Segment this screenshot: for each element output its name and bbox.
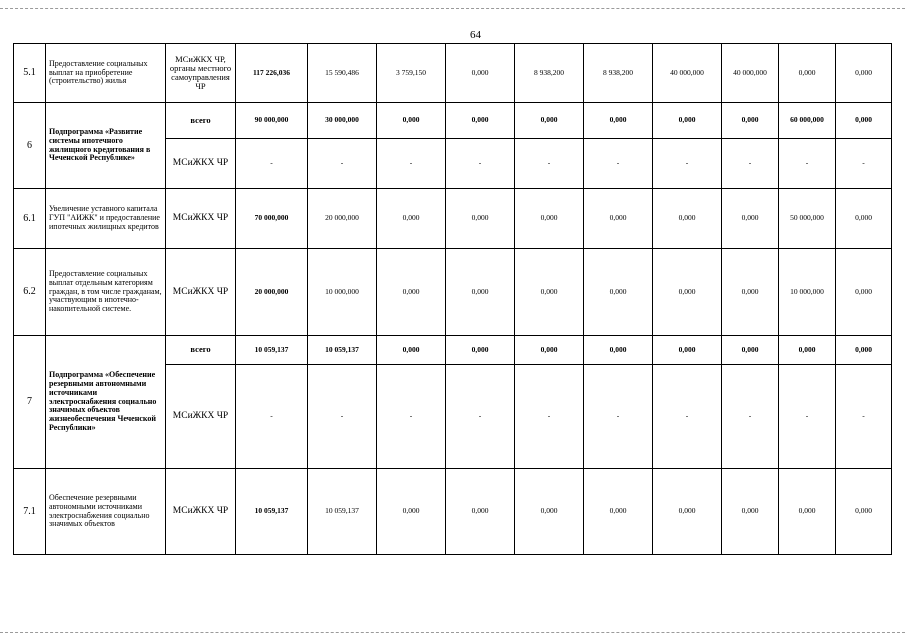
value-cell: 0,000	[722, 103, 779, 139]
value-cell: 0,000	[836, 189, 892, 249]
value-cell: 0,000	[446, 44, 515, 103]
value-cell: 3 759,150	[377, 44, 446, 103]
row-name: Увеличение уставного капитала ГУП "АИЖК" и предоставление ипотечных жилищных кредитов	[46, 189, 166, 249]
value-cell: 0,000	[653, 103, 722, 139]
value-cell: 50 000,000	[779, 189, 836, 249]
value-cell: 20 000,000	[308, 189, 377, 249]
value-cell: 0,000	[653, 189, 722, 249]
row-name: Предоставление социальных выплат отдельным категориям граждан, в том числе гражданам, участвующим в ипотечно-накопительной системе.	[46, 249, 166, 336]
value-cell: 0,000	[779, 469, 836, 555]
value-cell: -	[722, 365, 779, 469]
value-cell: 0,000	[584, 249, 653, 336]
value-cell: 0,000	[377, 249, 446, 336]
value-cell: 8 938,200	[584, 44, 653, 103]
row-name: Предоставление социальных выплат на приобретение (строительство) жилья	[46, 44, 166, 103]
value-cell: 30 000,000	[308, 103, 377, 139]
value-cell: 0,000	[446, 249, 515, 336]
value-cell: 0,000	[653, 249, 722, 336]
value-cell: 0,000	[722, 249, 779, 336]
value-cell: 0,000	[377, 336, 446, 365]
value-cell: 0,000	[377, 103, 446, 139]
value-cell: -	[779, 139, 836, 189]
value-cell: -	[515, 365, 584, 469]
value-cell: 0,000	[377, 469, 446, 555]
value-cell: 10 059,137	[308, 336, 377, 365]
value-cell: 0,000	[836, 44, 892, 103]
value-cell: 0,000	[836, 336, 892, 365]
value-cell: -	[236, 365, 308, 469]
value-cell: 0,000	[515, 103, 584, 139]
value-cell: -	[653, 139, 722, 189]
value-cell: 20 000,000	[236, 249, 308, 336]
value-cell: -	[377, 365, 446, 469]
page-number: 64	[470, 29, 481, 41]
value-cell: -	[308, 365, 377, 469]
table-row	[14, 336, 892, 365]
row-name: Обеспечение резервными автономными источниками электроснабжения социально значимых объектов	[46, 469, 166, 555]
value-cell: 40 000,000	[653, 44, 722, 103]
value-cell: 15 590,486	[308, 44, 377, 103]
row-number: 7	[14, 336, 46, 469]
value-cell: -	[653, 365, 722, 469]
value-cell: 0,000	[653, 336, 722, 365]
value-cell: 0,000	[515, 189, 584, 249]
value-cell: 0,000	[377, 189, 446, 249]
value-cell: 0,000	[584, 336, 653, 365]
value-cell: -	[722, 139, 779, 189]
value-cell: 10 059,137	[236, 336, 308, 365]
row-name: Подпрограмма «Обеспечение резервными автономными источниками электроснабжения социально значимых объектов жизнеобеспечения Чеченской Республики»	[46, 336, 166, 469]
row-executor: МСиЖКХ ЧР	[166, 139, 236, 189]
value-cell: 10 059,137	[236, 469, 308, 555]
value-cell: 0,000	[446, 336, 515, 365]
program-financing-table	[13, 43, 892, 555]
row-number: 5.1	[14, 44, 46, 103]
table-row	[14, 249, 892, 336]
value-cell: 117 226,036	[236, 44, 308, 103]
row-executor: МСиЖКХ ЧР, органы местного самоуправления ЧР	[166, 44, 236, 103]
value-cell: -	[584, 139, 653, 189]
value-cell: -	[446, 365, 515, 469]
row-executor: МСиЖКХ ЧР	[166, 469, 236, 555]
row-executor: МСиЖКХ ЧР	[166, 365, 236, 469]
value-cell: 0,000	[722, 336, 779, 365]
value-cell: -	[836, 139, 892, 189]
table-row	[14, 103, 892, 139]
value-cell: -	[236, 139, 308, 189]
value-cell: 0,000	[836, 249, 892, 336]
row-number: 7.1	[14, 469, 46, 555]
table-row	[14, 189, 892, 249]
value-cell: 0,000	[584, 189, 653, 249]
row-executor: МСиЖКХ ЧР	[166, 249, 236, 336]
value-cell: -	[308, 139, 377, 189]
value-cell: 0,000	[446, 469, 515, 555]
value-cell: 60 000,000	[779, 103, 836, 139]
value-cell: 10 000,000	[308, 249, 377, 336]
value-cell: 40 000,000	[722, 44, 779, 103]
value-cell: 0,000	[836, 103, 892, 139]
value-cell: -	[779, 365, 836, 469]
value-cell: -	[836, 365, 892, 469]
row-name: Подпрограмма «Развитие системы ипотечного жилищного кредитования в Чеченской Республике»	[46, 103, 166, 189]
table-row	[14, 469, 892, 555]
value-cell: 0,000	[836, 469, 892, 555]
value-cell: 10 000,000	[779, 249, 836, 336]
value-cell: 0,000	[446, 189, 515, 249]
row-number: 6.1	[14, 189, 46, 249]
table-row	[14, 44, 892, 103]
value-cell: 0,000	[584, 103, 653, 139]
value-cell: -	[377, 139, 446, 189]
value-cell: 10 059,137	[308, 469, 377, 555]
row-executor: МСиЖКХ ЧР	[166, 189, 236, 249]
value-cell: 8 938,200	[515, 44, 584, 103]
row-number: 6	[14, 103, 46, 189]
value-cell: 0,000	[584, 469, 653, 555]
value-cell: 0,000	[515, 249, 584, 336]
scan-top-edge	[0, 8, 905, 9]
value-cell: 0,000	[446, 103, 515, 139]
value-cell: 0,000	[515, 336, 584, 365]
row-total-label: всего	[166, 103, 236, 139]
value-cell: 0,000	[515, 469, 584, 555]
value-cell: 0,000	[779, 44, 836, 103]
value-cell: -	[446, 139, 515, 189]
row-total-label: всего	[166, 336, 236, 365]
scan-bottom-edge	[0, 632, 905, 633]
row-number: 6.2	[14, 249, 46, 336]
value-cell: 0,000	[779, 336, 836, 365]
value-cell: 0,000	[722, 189, 779, 249]
value-cell: -	[515, 139, 584, 189]
value-cell: 0,000	[653, 469, 722, 555]
value-cell: -	[584, 365, 653, 469]
value-cell: 70 000,000	[236, 189, 308, 249]
value-cell: 90 000,000	[236, 103, 308, 139]
value-cell: 0,000	[722, 469, 779, 555]
